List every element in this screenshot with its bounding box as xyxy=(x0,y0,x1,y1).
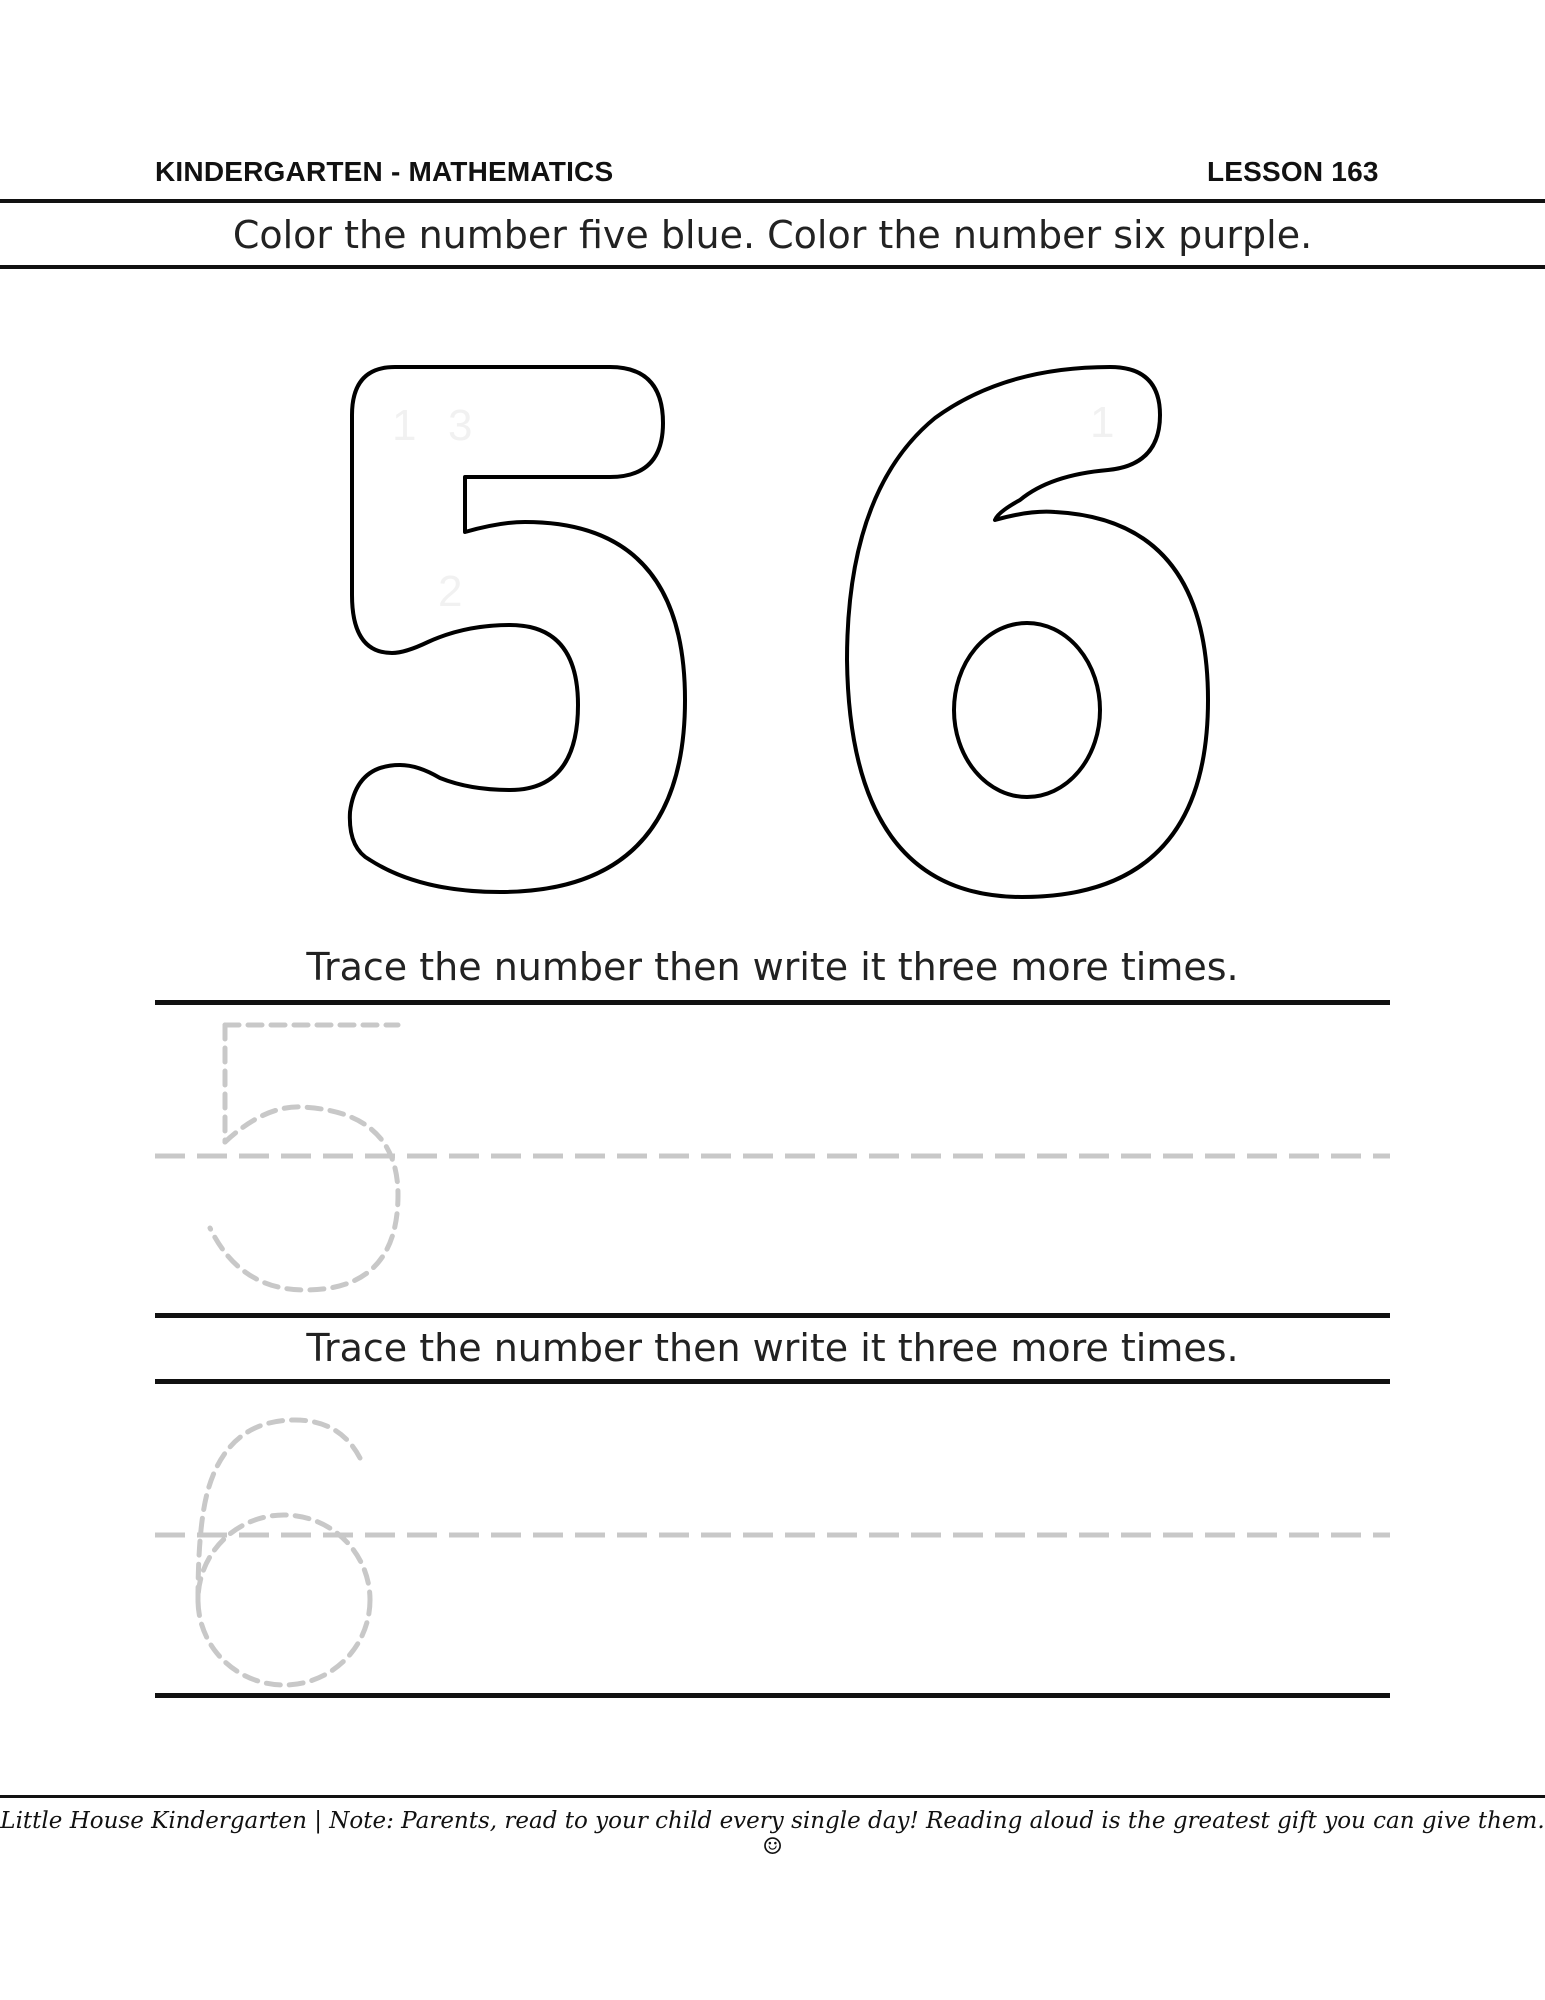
coloring-instruction: Color the number five blue. Color the number six purple. xyxy=(232,213,1313,257)
tracing-instruction-six: Trace the number then write it three more times. xyxy=(306,1326,1239,1370)
stroke-hint: 2 xyxy=(438,567,463,616)
lesson-number: LESSON 163 xyxy=(1207,156,1379,187)
stroke-hint: 1 xyxy=(1090,398,1115,447)
stroke-hint: 1 xyxy=(392,401,417,450)
trace-digit-six[interactable] xyxy=(198,1420,370,1685)
tracing-instruction-five: Trace the number then write it three more times. xyxy=(306,945,1239,989)
subject-title: KINDERGARTEN - MATHEMATICS xyxy=(155,156,614,187)
footer-note: Little House Kindergarten | Note: Parents, read to your child every single day! Reading aloud is the greatest gift you can give them. ☺ xyxy=(0,1808,1545,1860)
stroke-hint: 3 xyxy=(448,401,473,450)
footer-divider xyxy=(0,1795,1545,1798)
